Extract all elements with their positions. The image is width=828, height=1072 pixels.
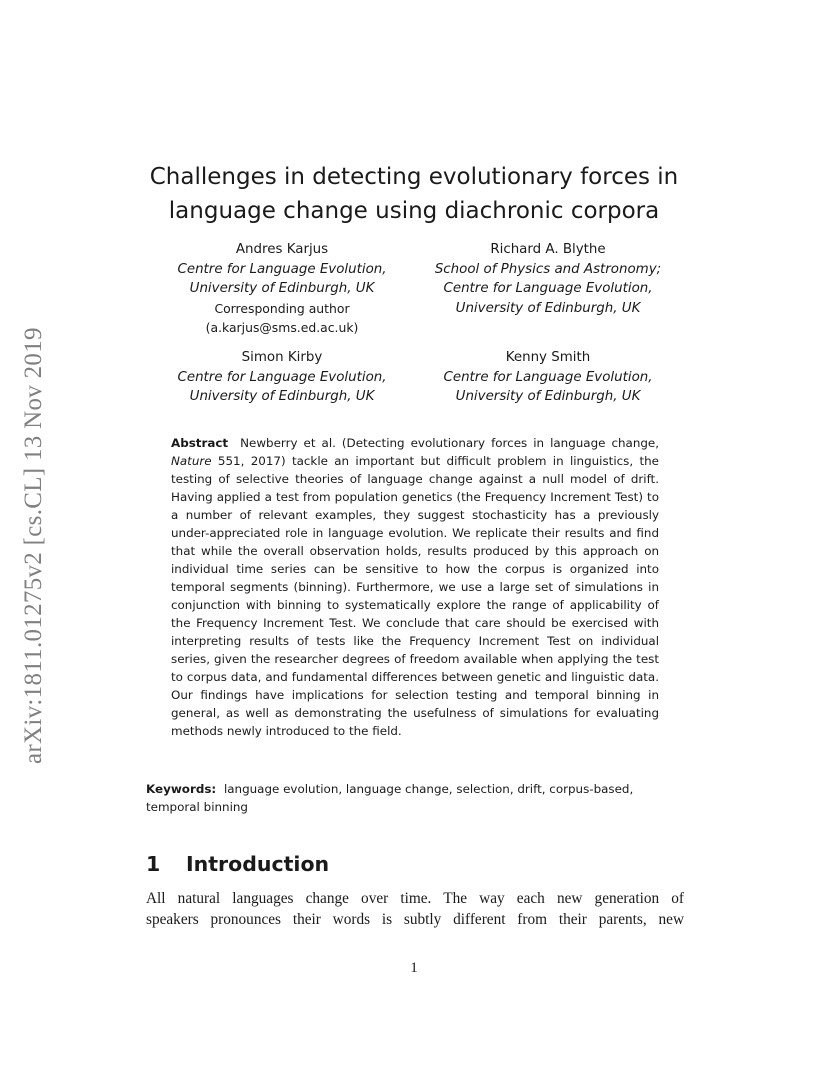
author-affiliation: University of Edinburgh, UK — [455, 389, 641, 405]
abstract-text-rest: 551, 2017) tackle an important but difficult problem in linguistics, the testing of selective theories of language change against a null model of drift. Having applied a test from population genetics (the Frequency Increment Test) to a number of relevant examples, they suggest stochasticity has a previously under-appreciated role in language evolution. We replicate their results and find that while the overall observation holds, results produced by this approach on individual time series can be sensitive to how the corpus is organized into temporal segments (binning). Furthermore, we use a large set of simulations in conjunction with binning to systematically explore the range of applicability of the Frequency Increment Test. We conclude that care should be exercised with interpreting results of tests like the Frequency Increment Test on individual series, given the researcher degrees of freedom available when applying the test to corpus data, and fundamental differences between genetic and linguistic data. Our findings have implications for selection testing and temporal binning in general, as well as demonstrating the usefulness of simulations for evaluating methods newly introduced to the field. — [171, 454, 659, 738]
author-name: Richard A. Blythe — [490, 242, 606, 257]
author-affiliation: Centre for Language Evolution, — [177, 261, 387, 277]
author-affiliation: Centre for Language Evolution, — [177, 369, 387, 385]
abstract-label: Abstract — [171, 436, 229, 450]
author-affiliation: University of Edinburgh, UK — [189, 389, 375, 405]
body-line: speakers pronounces their words is subtly different from their parents, new — [146, 911, 684, 928]
abstract-text-start: Newberry et al. (Detecting evolutionary forces in language change, — [240, 436, 659, 450]
intro-paragraph — [146, 888, 684, 930]
author-note: Corresponding author — [214, 300, 350, 316]
title-line: language change using diachronic corpora — [168, 198, 660, 224]
author-affiliation: University of Edinburgh, UK — [455, 300, 641, 316]
abstract-journal-name: Nature — [171, 454, 212, 468]
author-affiliation: School of Physics and Astronomy; — [434, 261, 662, 277]
keywords — [146, 780, 686, 816]
section-heading — [146, 852, 329, 876]
abstract — [171, 434, 659, 740]
author-name: Simon Kirby — [241, 350, 323, 365]
body-line: All natural languages change over time. The way each new generation of — [146, 890, 684, 907]
author-affiliation: Centre for Language Evolution, — [443, 369, 653, 385]
author-block-smith — [428, 348, 668, 407]
section-title: Introduction — [186, 852, 330, 876]
author-block-karjus — [162, 240, 402, 338]
arxiv-identifier: arXiv:1811.01275v2 [cs.CL] 13 Nov 2019 — [20, 327, 47, 764]
author-affiliation: University of Edinburgh, UK — [189, 281, 375, 297]
keywords-label: Keywords: — [146, 782, 217, 796]
paper-title — [120, 160, 708, 228]
page-number: 1 — [410, 960, 418, 976]
section-number: 1 — [146, 852, 161, 876]
author-email: (a.karjus@sms.ed.ac.uk) — [205, 320, 359, 336]
author-name: Andres Karjus — [235, 242, 329, 257]
author-block-blythe — [418, 240, 678, 318]
title-line: Challenges in detecting evolutionary forces in — [149, 164, 679, 190]
keywords-text: language evolution, language change, selection, drift, corpus-based, temporal binning — [146, 782, 634, 814]
author-name: Kenny Smith — [505, 350, 591, 365]
author-affiliation: Centre for Language Evolution, — [443, 281, 653, 297]
author-block-kirby — [162, 348, 402, 407]
